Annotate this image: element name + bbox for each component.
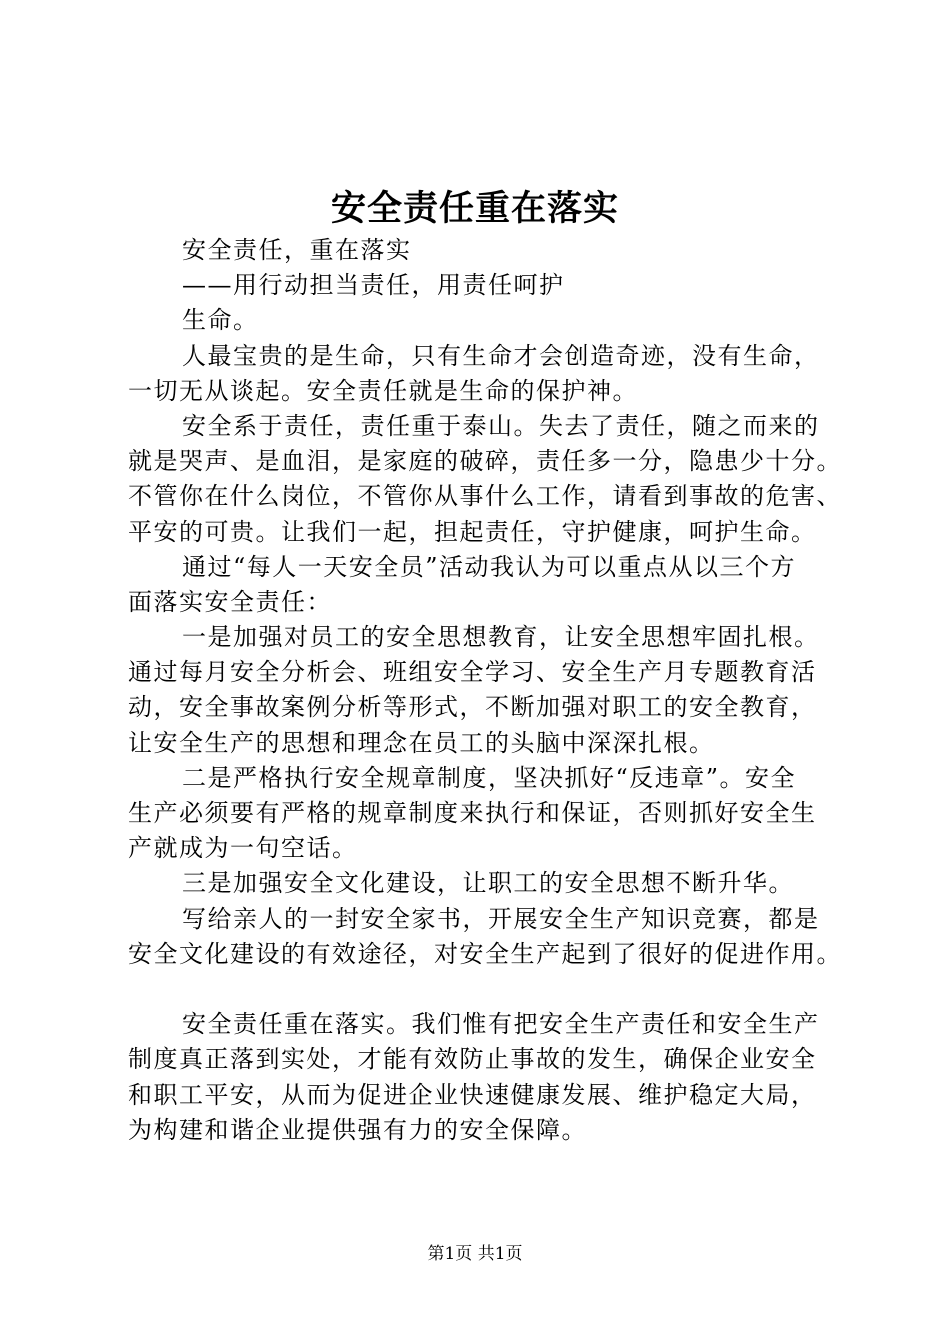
body-text-line: 三是加强安全文化建设，让职工的安全思想不断升华。 <box>182 869 794 898</box>
body-text-line: 安全责任，重在落实 <box>182 236 412 264</box>
body-text-line: 生产必须要有严格的规章制度来执行和保证，否则抓好安全生 <box>128 799 817 827</box>
body-text-line: 就是哭声、是血泪，是家庭的破碎，责任多一分，隐患少十分。 <box>128 447 842 476</box>
body-text-line: 写给亲人的一封安全家书，开展安全生产知识竞赛，都是 <box>182 904 820 933</box>
body-text-line: 二是严格执行安全规章制度，坚决抓好“反违章”。安全 <box>182 763 797 792</box>
body-text-line: 面落实安全责任： <box>128 587 332 616</box>
body-text-line: 安全责任重在落实。我们惟有把安全生产责任和安全生产 <box>182 1010 820 1039</box>
blank-line <box>128 972 860 1007</box>
body-text-line: 一是加强对员工的安全思想教育，让安全思想牢固扎根。 <box>182 623 820 652</box>
page-footer: 第1页 共1页 <box>427 1244 523 1264</box>
body-text-line: 让安全生产的思想和理念在员工的头脑中深深扎根。 <box>128 728 715 757</box>
body-text-line: 通过“每人一天安全员”活动我认为可以重点从以三个方 <box>182 552 797 581</box>
body-text-line: 安全系于责任，责任重于泰山。失去了责任，随之而来的 <box>182 411 820 440</box>
body-text-line: 不管你在什么岗位，不管你从事什么工作，请看到事故的危害、 <box>128 482 842 511</box>
body-text-line: 制度真正落到实处，才能有效防止事故的发生，确保企业安全 <box>128 1045 817 1074</box>
body-text-line: 人最宝贵的是生命，只有生命才会创造奇迹，没有生命， <box>182 341 820 370</box>
body-text-line: 为构建和谐企业提供强有力的安全保障。 <box>128 1115 587 1144</box>
document-title: 安全责任重在落实 <box>330 188 619 229</box>
body-text-line: 通过每月安全分析会、班组安全学习、安全生产月专题教育活 <box>128 658 817 687</box>
body-text-line: 产就成为一句空话。 <box>128 834 358 863</box>
body-text-line: 动，安全事故案例分析等形式，不断加强对职工的安全教育， <box>128 693 817 722</box>
body-text-line: 和职工平安，从而为促进企业快速健康发展、维护稳定大局， <box>128 1080 817 1109</box>
body-text-line: 安全文化建设的有效途径，对安全生产起到了很好的促进作用。 <box>128 939 842 968</box>
body-text-line: ——用行动担当责任，用责任呵护 <box>182 271 565 300</box>
body-text-line: 平安的可贵。让我们一起，担起责任，守护健康，呵护生命。 <box>128 517 817 546</box>
body-text-line: 一切无从谈起。安全责任就是生命的保护神。 <box>128 376 638 405</box>
document-body <box>128 233 860 1148</box>
body-text-line: 生命。 <box>182 306 259 335</box>
